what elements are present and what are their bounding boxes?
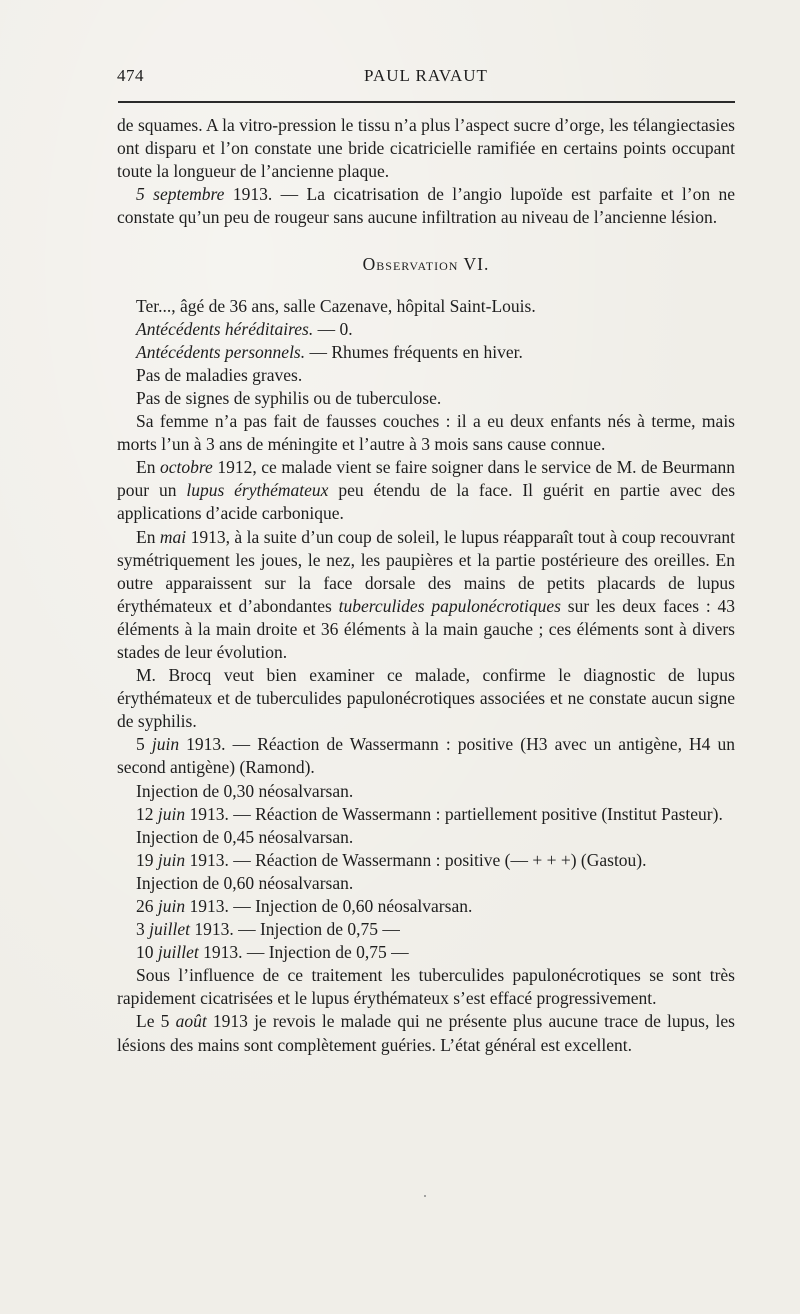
date: 5 septembre bbox=[136, 184, 225, 205]
paragraph: 26 juin 1913. — Injection de 0,60 néosalvarsan. bbox=[136, 896, 473, 916]
paragraph: Sa femme n’a pas fait de fausses couches : il a eu deux enfants nés à terme, mais morts l’un à 3 ans de méningite et l’autre à 3 mois sans cause connue. bbox=[117, 411, 735, 455]
paragraph: Le 5 août 1913 je revois le malade qui ne présente plus aucune trace de lupus, les lésions des mains sont complètement guéries. L’état général est excellent. bbox=[117, 1011, 735, 1055]
paragraph: Sous l’influence de ce traitement les tuberculides papulonécrotiques se sont très rapidement cicatrisées et le lupus érythémateux s’est effacé progressivement. bbox=[117, 965, 735, 1009]
paragraph: Antécédents héréditaires. — 0. bbox=[136, 318, 353, 339]
running-head: PAUL RAVAUT bbox=[364, 66, 488, 85]
header-rule bbox=[118, 101, 735, 103]
paragraph: En octobre 1912, ce malade vient se faire soigner dans le service de M. de Beurmann pour un lupus érythémateux peu étendu de la face. Il guérit en partie avec des applications d’acide carbonique. bbox=[117, 457, 736, 524]
paragraph: Antécédents personnels. — Rhumes fréquents en hiver. bbox=[136, 341, 523, 362]
page-number: 474 bbox=[117, 66, 144, 85]
paragraph: 3 juillet 1913. — Injection de 0,75 — bbox=[136, 919, 400, 940]
paragraph: 12 juin 1913. — Réaction de Wassermann : partiellement positive (Institut Pasteur). bbox=[136, 803, 723, 824]
paper-speck bbox=[424, 1195, 426, 1197]
paragraph: Pas de signes de syphilis ou de tuberculose. bbox=[136, 387, 442, 408]
paragraph: Pas de maladies graves. bbox=[136, 364, 303, 385]
paragraph: 5 septembre 1913. — La cicatrisation de l’angio lupoïde est parfaite et l’on ne constate qu’un peu de rougeur sans aucune infiltration au niveau de l’ancienne lésion. bbox=[117, 184, 735, 228]
body-text bbox=[117, 114, 735, 1057]
observation-heading: Observation VI. bbox=[362, 254, 490, 275]
paragraph: M. Brocq veut bien examiner ce malade, confirme le diagnostic de lupus érythémateux et de tuberculides papulonécrotiques associées et ne constate aucun signe de syphilis. bbox=[117, 665, 735, 732]
paragraph: Injection de 0,30 néosalvarsan. bbox=[136, 780, 354, 801]
paragraph: En mai 1913, à la suite d’un coup de soleil, le lupus réapparaît tout à coup recouvrant symétriquement les joues, le nez, les paupières et la partie postérieure des oreilles. En outre apparaissent sur la face dorsale des mains de petits placards de lupus érythémateux et d’abondantes tuberculides papulonécrotiques sur les deux faces : 43 éléments à la main droite et 36 éléments à la main gauche ; ces éléments sont à divers stades de leur évolution. bbox=[117, 526, 736, 662]
paragraph: Injection de 0,60 néosalvarsan. bbox=[136, 872, 354, 893]
paragraph: 5 juin 1913. — Réaction de Wassermann : positive (H3 avec un antigène, H4 un second antigène) (Ramond). bbox=[117, 734, 736, 778]
paragraph: 10 juillet 1913. — Injection de 0,75 — bbox=[136, 942, 409, 963]
page-header bbox=[117, 66, 735, 90]
paragraph: Ter..., âgé de 36 ans, salle Cazenave, hôpital Saint-Louis. bbox=[136, 295, 536, 316]
paragraph: de squames. A la vitro-pression le tissu n’a plus l’aspect sucre d’orge, les télangiectasies ont disparu et l’on constate une bride cicatricielle ramifiée en certains points occupant toute la longueur de l’ancienne plaque. bbox=[117, 115, 735, 182]
paragraph: 19 juin 1913. — Réaction de Wassermann : positive (— + + +) (Gastou). bbox=[136, 849, 647, 870]
paragraph: Injection de 0,45 néosalvarsan. bbox=[136, 826, 354, 847]
